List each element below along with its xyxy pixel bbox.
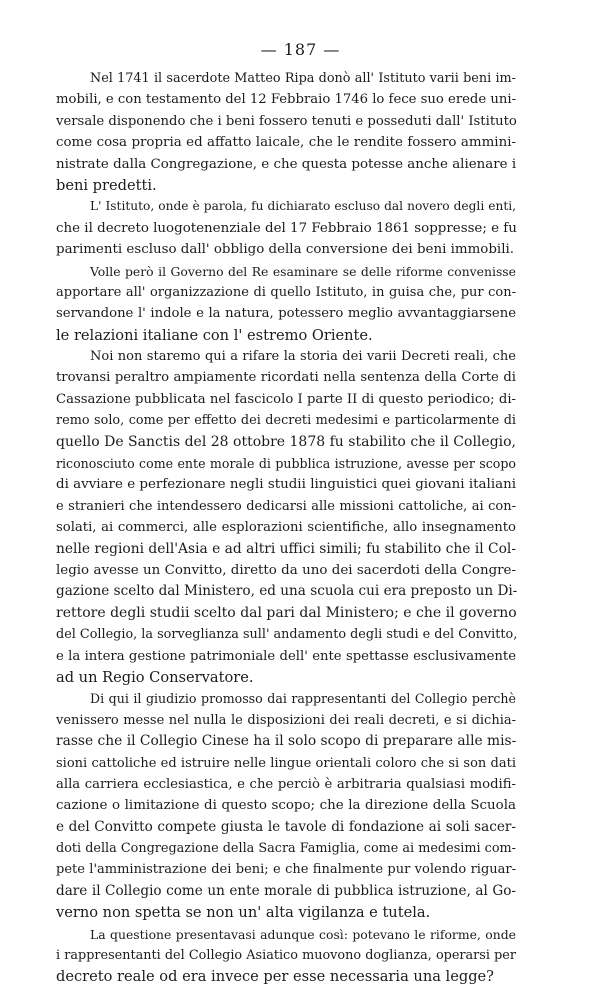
text-line: versale disponendo che i beni fossero tenuti e posseduti dall' Istituto	[56, 113, 517, 129]
text-line: di avviare e perfezionare negli studii linguistici quei giovani italiani	[56, 477, 516, 493]
text-line: cazione o limitazione di questo scopo; che la direzione della Scuola	[56, 798, 516, 814]
text-line: pete l'amministrazione dei beni; e che finalmente pur volendo riguar-	[56, 862, 516, 878]
text-line: ad un Regio Conservatore.	[56, 668, 254, 686]
text-line: Volle però il Governo del Re esaminare se delle riforme convenisse	[90, 263, 516, 279]
text-line: verno non spetta se non un' alta vigilanza e tutela.	[56, 904, 431, 922]
text-line: Nel 1741 il sacerdote Matteo Ripa donò all' Istituto varii beni im-	[90, 71, 516, 86]
text-line: rettore degli studii scelto dal pari dal Ministero; e che il governo	[56, 604, 517, 621]
text-line: che il decreto luogotenenziale del 17 Febbraio 1861 soppresse; e fu	[56, 220, 517, 236]
text-line: L' Istituto, onde è parola, fu dichiarato escluso dal novero degli enti,	[90, 199, 516, 214]
text-line: parimenti escluso dall' obbligo della conversione dei beni immobili.	[56, 242, 515, 258]
text-line: servandone l' indole e la natura, potessero meglio avvantaggiarsene	[56, 306, 516, 322]
text-line: riconosciuto come ente morale di pubblica istruzione, avesse per scopo	[56, 456, 516, 472]
text-line: trovansi peraltro ampiamente ricordati nella sentenza della Corte di	[56, 370, 516, 386]
text-line: remo solo, come per effetto dei decreti medesimi e particolarmente di	[56, 413, 516, 429]
text-line: rasse che il Collegio Cinese ha il solo scopo di preparare alle mis-	[56, 733, 517, 750]
text-line: gazione scelto dal Ministero, ed una scuola cui era preposto un Di-	[56, 583, 518, 600]
text-line: i rappresentanti del Collegio Asiatico muovono doglianza, operarsi per	[56, 948, 516, 964]
text-line: e stranieri che intendessero dedicarsi alle missioni cattoliche, ai con-	[56, 498, 516, 514]
text-line: sioni cattoliche ed istruire nelle lingue orientali coloro che si son dati	[56, 755, 516, 771]
text-line: solati, ai commerci, alle esplorazioni scientifiche, allo insegnamento	[56, 520, 516, 536]
text-line: come cosa propria ed affatto laicale, che le rendite fossero ammini-	[56, 135, 516, 151]
text-line: beni predetti.	[56, 176, 157, 194]
text-line: alla carriera ecclesiastica, e che perciò è arbitraria qualsiasi modifi-	[56, 776, 516, 792]
text-line: La questione presentavasi adunque così: potevano le riforme, onde	[90, 926, 516, 942]
text-line: apportare all' organizzazione di quello Istituto, in guisa che, pur con-	[56, 284, 516, 300]
text-line: e del Convitto compete giusta le tavole di fondazione ai soli sacer-	[56, 818, 516, 835]
text-line: Di qui il giudizio promosso dai rappresentanti del Collegio perchè	[90, 691, 516, 707]
text-line: decreto reale od era invece per esse necessaria una legge?	[56, 968, 495, 986]
text-line: Cassazione pubblicata nel fascicolo I parte II di questo periodico; di-	[56, 391, 516, 407]
text-line: legio avesse un Convitto, diretto da uno dei sacerdoti della Congre-	[56, 562, 516, 578]
body-text	[56, 68, 516, 988]
text-line: doti della Congregazione della Sacra Famiglia, come ai medesimi com-	[56, 841, 516, 857]
text-line: e la intera gestione patrimoniale dell' ente spettasse esclusivamente	[56, 648, 516, 664]
text-line: le relazioni italiane con l' estremo Oriente.	[56, 326, 373, 344]
text-line: venissero messe nel nulla le disposizioni dei reali decreti, e si dichia-	[56, 712, 516, 728]
text-line: nelle regioni dell'Asia e ad altri uffici simili; fu stabilito che il Col-	[56, 540, 516, 557]
page-number: — 187 —	[260, 40, 341, 59]
text-line: del Collegio, la sorveglianza sull' andamento degli studi e del Convitto,	[56, 627, 518, 643]
text-line: quello De Sanctis del 28 ottobre 1878 fu stabilito che il Collegio,	[56, 433, 517, 450]
text-line: dare il Collegio come un ente morale di pubblica istruzione, al Go-	[56, 882, 516, 899]
text-line: nistrate dalla Congregazione, e che questa potesse anche alienare i	[56, 156, 517, 172]
text-line: Noi non staremo qui a rifare la storia dei varii Decreti reali, che	[90, 349, 516, 365]
text-line: mobili, e con testamento del 12 Febbraio 1746 lo fece suo erede uni-	[56, 92, 517, 108]
